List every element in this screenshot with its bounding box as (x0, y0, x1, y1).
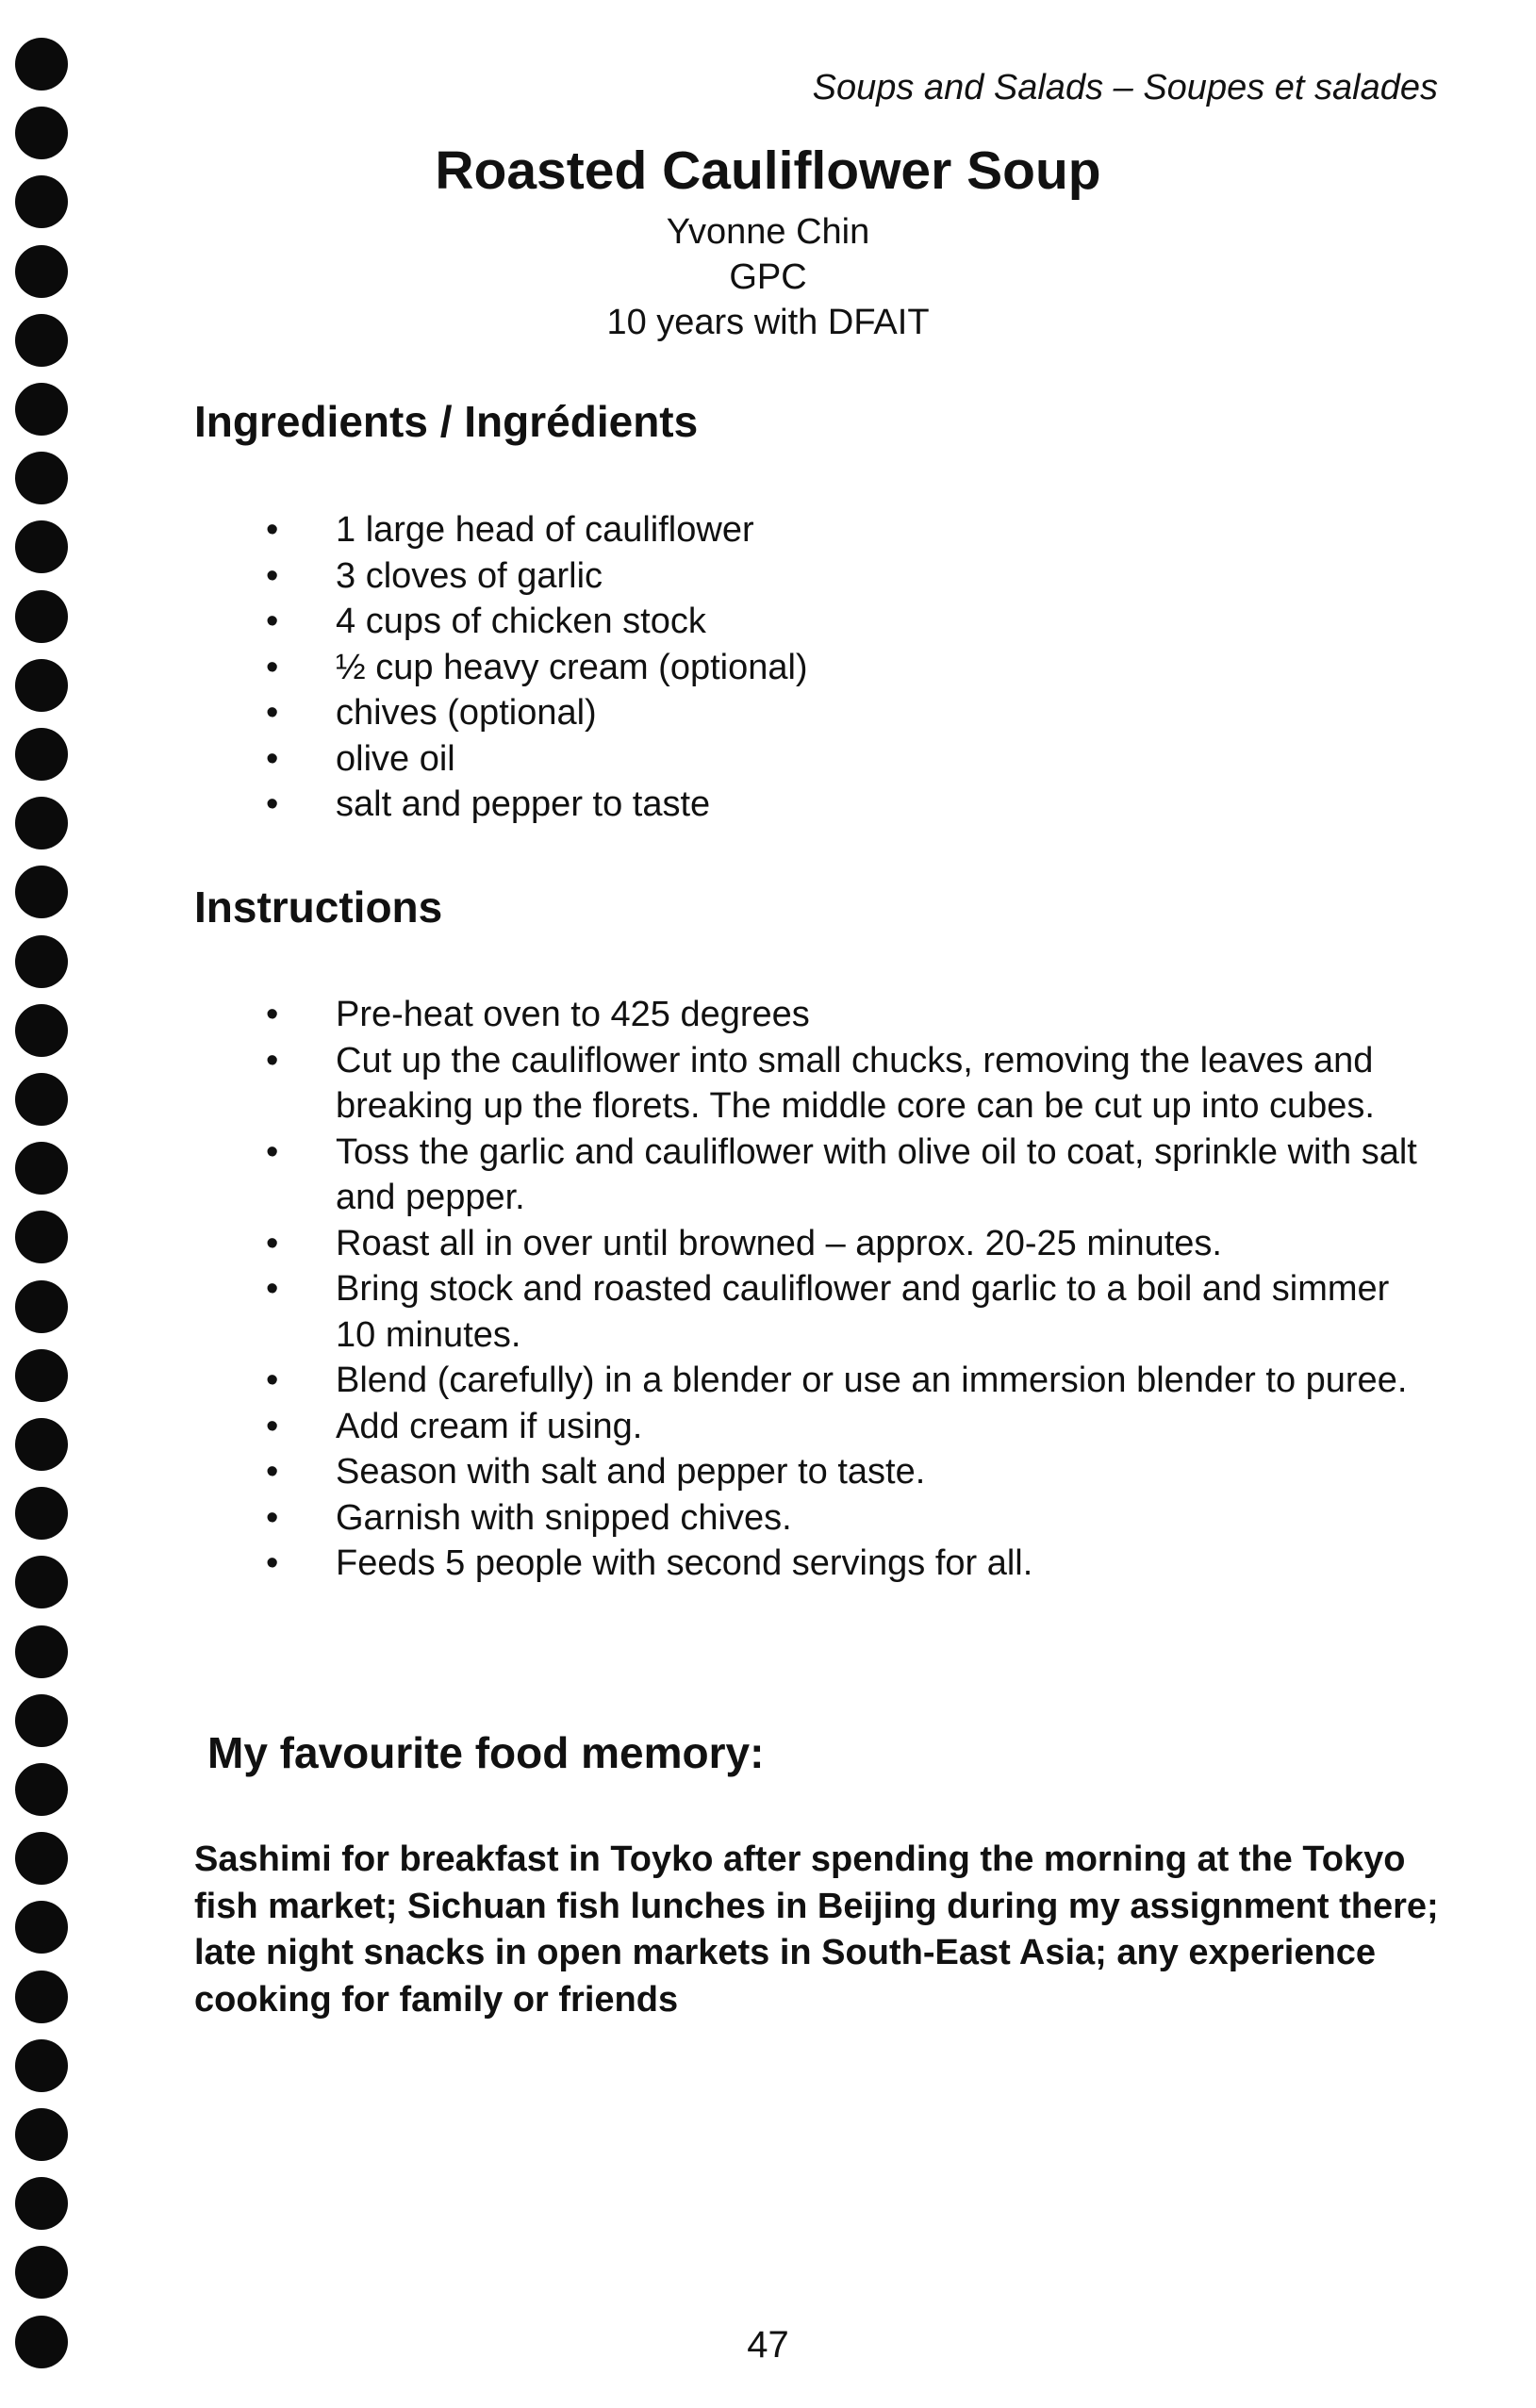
instruction-step: • Blend (carefully) in a blender or use an immersion blender to puree. (336, 1358, 1429, 1404)
binding-hole (15, 2108, 68, 2161)
ingredient-item: • ½ cup heavy cream (optional) (336, 645, 1420, 691)
binding-hole (15, 1556, 68, 1608)
author-department: GPC (729, 257, 807, 297)
binding-hole (15, 1211, 68, 1263)
instructions-heading: Instructions (194, 882, 443, 932)
binding-hole (15, 935, 68, 988)
instruction-step: • Feeds 5 people with second servings for all. (336, 1541, 1429, 1587)
page-number: 47 (747, 2324, 789, 2366)
author-tenure: 10 years with DFAIT (606, 303, 930, 342)
ingredient-item: • olive oil (336, 736, 1420, 783)
ingredient-item: • 4 cups of chicken stock (336, 599, 1420, 645)
instruction-step: • Add cream if using. (336, 1404, 1429, 1450)
author-name: Yvonne Chin (666, 212, 870, 252)
binding-hole (15, 1487, 68, 1540)
ingredient-item: • salt and pepper to taste (336, 782, 1420, 828)
author-block (0, 209, 1536, 345)
memory-text: Sashimi for breakfast in Toyko after spending the morning at the Tokyo fish market; Sichuan fish lunches in Beijing during my assignment there; late night snacks in open markets in South-East Asia; any experience cooking for family or friends (194, 1839, 1439, 2020)
binding-hole (15, 383, 68, 436)
ingredients-list (336, 507, 1420, 828)
binding-hole (15, 1073, 68, 1126)
memory-heading: My favourite food memory: (207, 1728, 765, 1777)
instruction-step: • Cut up the cauliflower into small chucks, removing the leaves and breaking up the florets. The middle core can be cut up into cubes. (336, 1038, 1429, 1130)
binding-hole (15, 1832, 68, 1885)
binding-hole (15, 728, 68, 781)
section-label: Soups and Salads – Soupes et salades (812, 68, 1438, 107)
instruction-step: • Pre-heat oven to 425 degrees (336, 992, 1429, 1038)
ingredient-item: • 1 large head of cauliflower (336, 507, 1420, 553)
ingredient-item: • 3 cloves of garlic (336, 553, 1420, 600)
instruction-step: • Roast all in over until browned – approx. 20-25 minutes. (336, 1221, 1429, 1267)
binding-hole (15, 520, 68, 573)
binding-hole (15, 1694, 68, 1747)
binding-hole (15, 1142, 68, 1195)
binding-hole (15, 1901, 68, 1954)
binding-hole (15, 38, 68, 91)
ingredient-item: • chives (optional) (336, 690, 1420, 736)
binding-hole (15, 866, 68, 918)
binding-hole (15, 1280, 68, 1333)
instruction-step: • Toss the garlic and cauliflower with olive oil to coat, sprinkle with salt and pepper. (336, 1130, 1429, 1221)
binding-hole (15, 1971, 68, 2023)
binding-hole (15, 2177, 68, 2230)
ingredients-heading: Ingredients / Ingrédients (194, 397, 699, 446)
binding-hole (15, 1625, 68, 1678)
instruction-step: • Season with salt and pepper to taste. (336, 1449, 1429, 1495)
binding-hole (15, 659, 68, 712)
instruction-step: • Bring stock and roasted cauliflower and garlic to a boil and simmer 10 minutes. (336, 1266, 1429, 1358)
binding-hole (15, 2246, 68, 2299)
binding-hole (15, 1349, 68, 1402)
binding-hole (15, 797, 68, 849)
binding-hole (15, 1418, 68, 1471)
binding-hole (15, 2039, 68, 2092)
binding-hole (15, 452, 68, 504)
binding-holes (15, 38, 72, 2395)
recipe-title: Roasted Cauliflower Soup (435, 140, 1101, 201)
instructions-list (336, 992, 1429, 1587)
binding-hole (15, 1004, 68, 1057)
binding-hole (15, 1763, 68, 1816)
binding-hole (15, 590, 68, 643)
instruction-step: • Garnish with snipped chives. (336, 1495, 1429, 1542)
